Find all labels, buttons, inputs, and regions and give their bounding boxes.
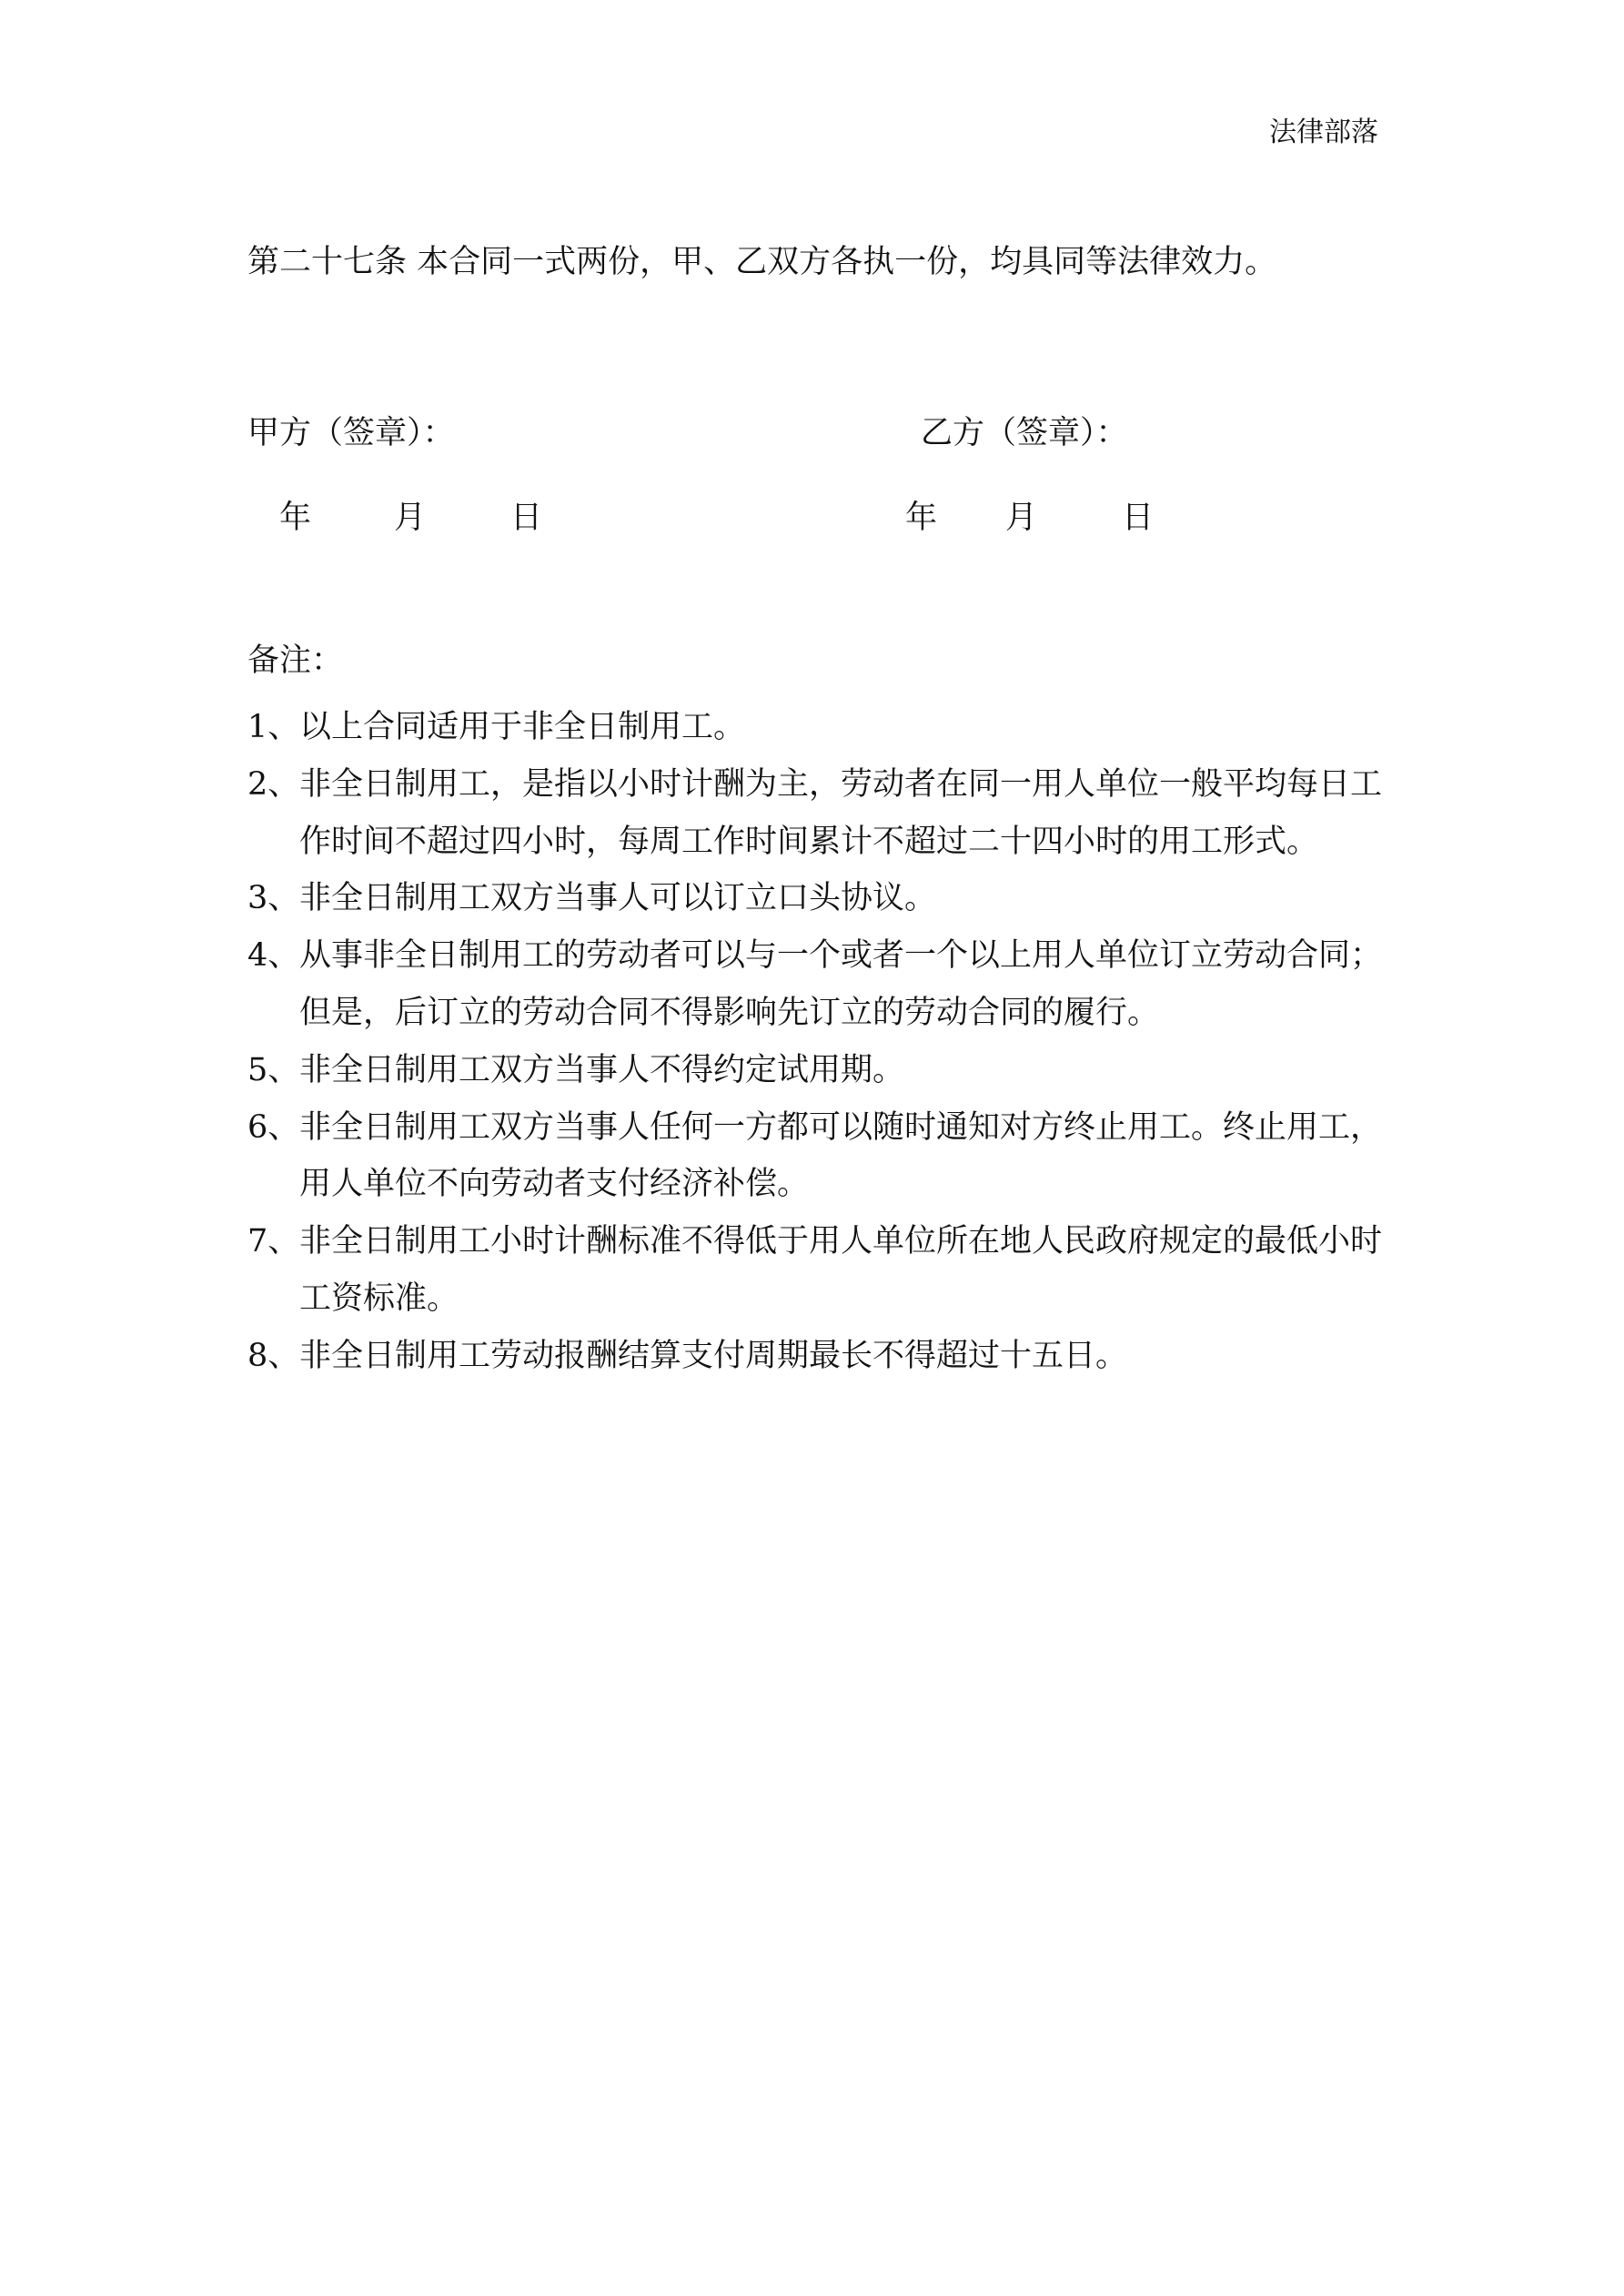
note-item (247, 927, 1396, 1042)
note-number: 1、 (247, 709, 300, 745)
note-number: 3、 (247, 880, 300, 917)
note-item (247, 699, 1396, 756)
note-text: 非全日制用工双方当事人可以订立口头协议。 (299, 880, 937, 917)
note-item (247, 1099, 1396, 1214)
note-text: 非全日制用工双方当事人任何一方都可以随时通知对方终止用工。终止用工，用人单位不向劳动者支付经济补偿。 (299, 1108, 1383, 1203)
note-number: 5、 (247, 1051, 300, 1088)
notes-list (247, 699, 1396, 1385)
article-27: 第二十七条 本合同一式两份，甲、乙双方各执一份，均具同等法律效力。 (247, 244, 1277, 280)
notes-title: 备注： (247, 642, 344, 679)
party-b-date-day: 日 (1122, 500, 1155, 536)
party-b-date-year: 年 (905, 500, 938, 536)
note-item (247, 1328, 1396, 1385)
party-b-signature-label: 乙方（签章）： (921, 415, 1128, 451)
note-number: 2、 (247, 765, 300, 803)
note-number: 6、 (247, 1108, 300, 1146)
note-text: 从事非全日制用工的劳动者可以与一个或者一个以上用人单位订立劳动合同；但是，后订立的劳动合同不得影响先订立的劳动合同的履行。 (299, 937, 1383, 1031)
note-number: 8、 (247, 1337, 300, 1374)
party-a-date-day: 日 (510, 500, 543, 536)
note-text: 非全日制用工，是指以小时计酬为主，劳动者在同一用人单位一般平均每日工作时间不超过四小时，每周工作时间累计不超过二十四小时的用工形式。 (299, 765, 1383, 860)
party-a-date-month: 月 (394, 500, 427, 536)
note-text: 非全日制用工小时计酬标准不得低于用人单位所在地人民政府规定的最低小时工资标准。 (299, 1223, 1383, 1317)
note-text: 非全日制用工劳动报酬结算支付周期最长不得超过十五日。 (299, 1337, 1128, 1374)
note-number: 4、 (247, 937, 300, 975)
party-a-signature-label: 甲方（签章）： (247, 415, 455, 451)
note-text: 非全日制用工双方当事人不得约定试用期。 (299, 1051, 905, 1088)
note-item (247, 1213, 1396, 1328)
header-mark: 法律部落 (1269, 116, 1378, 148)
note-item (247, 1042, 1396, 1099)
party-b-date-month: 月 (1005, 500, 1038, 536)
note-item (247, 756, 1396, 871)
note-text: 以上合同适用于非全日制用工。 (299, 709, 746, 745)
party-a-date-year: 年 (279, 500, 312, 536)
note-item (247, 870, 1396, 927)
note-number: 7、 (247, 1223, 300, 1260)
